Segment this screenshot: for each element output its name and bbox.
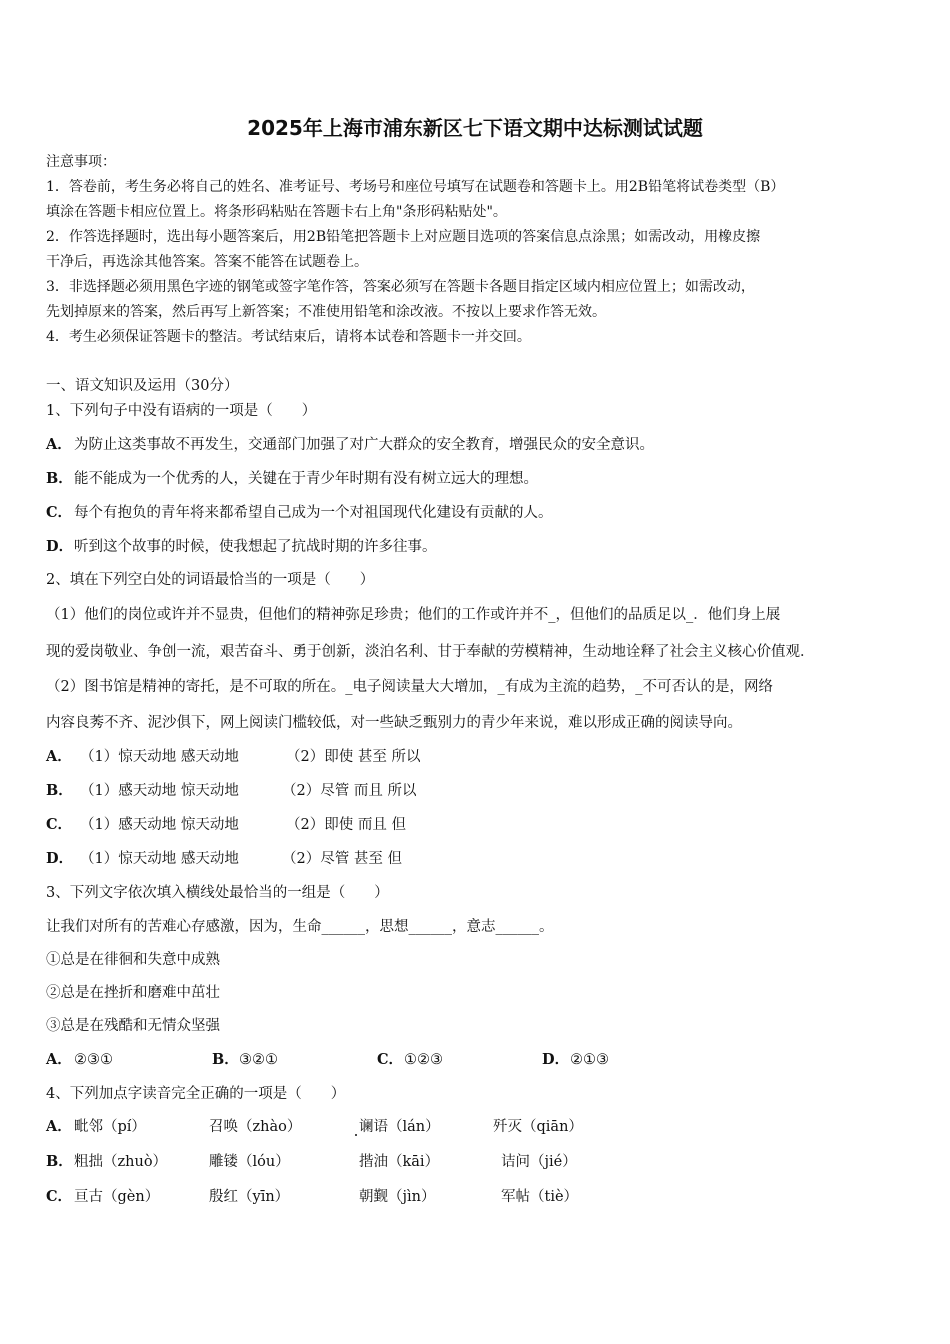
q3-item: ②总是在挫折和磨难中茁壮 [46,985,220,1001]
q1-option-c [46,503,553,523]
option-text: 听到这个故事的时候，使我想起了抗战时期的许多往事。 [74,539,437,555]
option-label: A． [46,436,72,453]
option-part-2: （2）即使 而且 但 [286,817,406,833]
pinyin-item: 粗拙（zhuò） [74,1154,168,1170]
section-heading: 一、语文知识及运用（30分） [46,378,239,394]
pinyin-item: 雕镂（lóu） [209,1154,290,1170]
q1-option-d [46,537,437,557]
option-part-2: （2）尽管 甚至 但 [282,851,402,867]
q2-paragraph-line: （2）图书馆是精神的寄托，是不可取的所在。_电子阅读量大大增加，_有成为主流的趋势，_不可否认的是，网络 [46,679,773,695]
pinyin-item: 殷红（yīn） [209,1189,290,1205]
q3-item: ①总是在徘徊和失意中成熟 [46,952,220,968]
option-text: ①②③ [404,1052,443,1068]
emphasis-dot [355,1134,357,1136]
question-2-stem: 2、填在下列空白处的词语最恰当的一项是（ ） [46,572,375,588]
option-label: C． [46,816,73,833]
option-part-2: （2）尽管 而且 所以 [282,783,417,799]
option-label: B． [46,1153,73,1170]
option-text: ③②① [239,1052,278,1068]
option-label: C． [46,1188,73,1205]
option-part-1: （1）惊天动地 感天动地 [80,851,239,867]
question-1-stem: 1、下列句子中没有语病的一项是（ ） [46,403,317,419]
option-label: A． [46,1118,72,1135]
q2-paragraph-line: 现的爱岗敬业、争创一流，艰苦奋斗、勇于创新，淡泊名利、甘于奉献的劳模精神，生动地诠释了社会主义核心价值观． [46,644,815,660]
q2-paragraph-line: 内容良莠不齐、泥沙俱下，网上阅读门槛较低，对一些缺乏甄别力的青少年来说，难以形成正确的阅读导向。 [46,715,742,731]
notice-line: 3．非选择题必须用黑色字迹的钢笔或签字笔作答，答案必须写在答题卡各题目指定区域内相应位置上；如需改动， [46,279,755,295]
option-label: A． [46,748,72,765]
question-3-stem: 3、下列文字依次填入横线处最恰当的一组是（ ） [46,885,389,901]
option-label: B． [46,782,73,799]
q3-item: ③总是在残酷和无情众坚强 [46,1018,220,1034]
notice-line: 1．答卷前，考生务必将自己的姓名、准考证号、考场号和座位号填写在试题卷和答题卡上。用2B铅笔将试卷类型（B） [46,179,785,195]
option-label: B． [46,470,73,487]
q2-paragraph-line: （1）他们的岗位或许并不显贵，但他们的精神弥足珍贵；他们的工作或许并不_，但他们的品质足以_．他们身上展 [46,607,781,623]
option-label: D． [542,1051,570,1068]
option-label: C． [377,1051,404,1068]
option-text: ②③① [74,1052,113,1068]
option-text: ②①③ [570,1052,609,1068]
notice-line: 2．作答选择题时，选出每小题答案后，用2B铅笔把答题卡上对应题目选项的答案信息点涂黑；如需改动，用橡皮擦 [46,229,761,245]
option-part-1: （1）感天动地 惊天动地 [80,783,239,799]
option-label: B． [212,1051,239,1068]
q3-sentence: 让我们对所有的苦难心存感激，因为，生命______，思想______，意志______。 [46,919,554,935]
notice-line: 干净后，再选涂其他答案。答案不能答在试题卷上。 [46,254,368,270]
notice-line: 4．考生必须保证答题卡的整洁。考试结束后，请将本试卷和答题卡一并交回。 [46,329,531,345]
notice-line: 先划掉原来的答案，然后再写上新答案；不准使用铅笔和涂改液。不按以上要求作答无效。 [46,304,606,320]
pinyin-item: 揩油（kāi） [359,1154,440,1170]
option-label: D． [46,850,74,867]
option-text: 能不能成为一个优秀的人，关键在于青少年时期有没有树立远大的理想。 [74,471,538,487]
pinyin-item: 毗邻（pí） [74,1119,146,1135]
option-part-1: （1）惊天动地 感天动地 [80,749,239,765]
notice-heading: 注意事项： [46,154,116,170]
option-label: A． [46,1051,72,1068]
option-label: D． [46,538,74,555]
notice-line: 填涂在答题卡相应位置上。将条形码粘贴在答题卡右上角"条形码粘贴处"。 [46,204,507,220]
option-part-2: （2）即使 甚至 所以 [286,749,421,765]
q1-option-a [46,435,654,455]
option-label: C． [46,504,73,521]
question-4-stem: 4、下列加点字读音完全正确的一项是（ ） [46,1086,346,1102]
pinyin-item: 诘问（jié） [501,1154,577,1170]
option-text: 为防止这类事故不再发生，交通部门加强了对广大群众的安全教育，增强民众的安全意识。 [74,437,654,453]
pinyin-item: 谰语（lán） [359,1119,440,1135]
option-text: 每个有抱负的青年将来都希望自己成为一个对祖国现代化建设有贡献的人。 [74,505,553,521]
pinyin-item: 军帖（tiè） [501,1189,579,1205]
pinyin-item: 召唤（zhào） [209,1119,302,1135]
page-title: 2025年上海市浦东新区七下语文期中达标测试试题 [247,116,703,140]
option-part-1: （1）感天动地 惊天动地 [80,817,239,833]
pinyin-item: 亘古（gèn） [74,1189,160,1205]
pinyin-item: 朝觐（jìn） [359,1189,436,1205]
pinyin-item: 歼灭（qiān） [493,1119,583,1135]
q1-option-b [46,469,538,489]
